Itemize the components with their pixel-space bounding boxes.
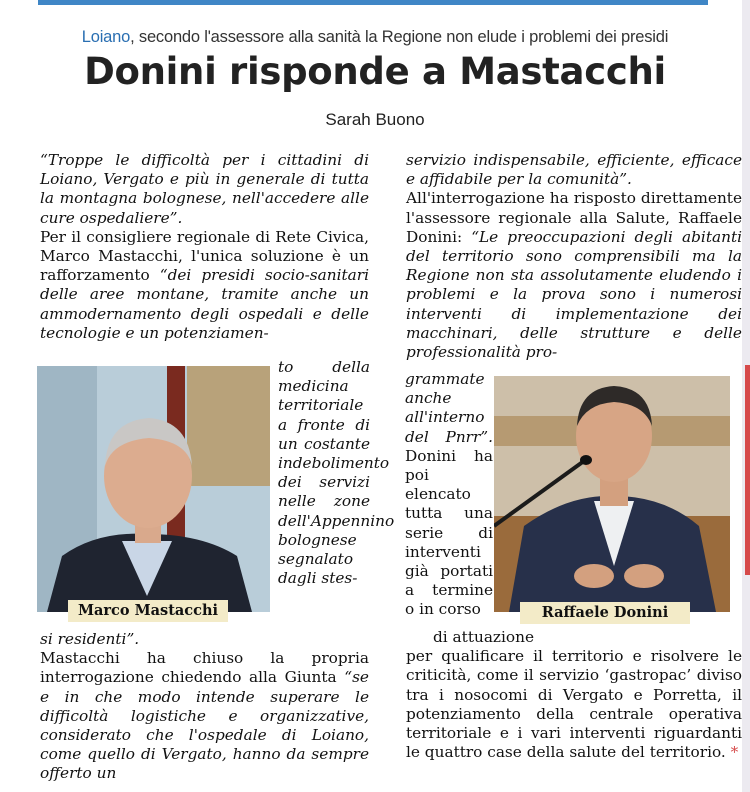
left-narrow-text: to della medicina territoriale a fronte di un costante indebolimento dei servizi nelle zone dell'Appennino bolognese segnalato dagli stes-: [278, 358, 395, 588]
right-paragraph-2: All'interrogazione ha risposto direttamente l'assessore regionale alla Salute, Raffaele Donini: “Le preoccupazioni degli abitanti del territorio sono comprensibili ma la Regione non sta assolutamente eludendo i problemi e la prova sono i numerosi interventi di implementazione dei macchinari, delle strutture e delle professionalità pro-: [406, 189, 742, 362]
photo-raffaele-donini: [494, 376, 730, 612]
article-kicker: [0, 28, 750, 47]
article-author: Sarah Buono: [325, 110, 425, 129]
left-column: [40, 151, 369, 343]
page-edge-red-strip: [745, 365, 750, 575]
kicker-place: Loiano: [81, 28, 131, 46]
right-below-photo-1: di attuazione: [433, 628, 534, 646]
right-narrow-text: grammate anche all'interno del Pnrr”. Donini ha poi elencato tutta una serie di interventi già portati a termine o in corso: [405, 370, 493, 619]
left-paragraph-3: Mastacchi ha chiuso la propria interrogazione chiedendo alla Giunta “se e in che modo intende superare le difficoltà logistiche e organizzative, considerato che l'ospedale di Loiano, come quello di Vergato, hanno da sempre offerto un: [40, 649, 369, 783]
left-after-photo: si residenti”.: [40, 630, 140, 648]
top-accent-bar: [38, 0, 708, 5]
portrait-illustration-right: [494, 376, 730, 612]
left-paragraph-2: Per il consigliere regionale di Rete Civica, Marco Mastacchi, l'unica soluzione è un rafforzamento “dei presidi socio-sanitari delle aree montane, tramite anche un ammodernamento degli ospedali e delle tecnologie e un potenziamen-: [40, 227, 369, 342]
right-below-photo-2: per qualificare il territorio e risolvere le criticità, come il servizio ‘gastropac’ diviso tra i nosocomi di Vergato e Porretta, il potenziamento della centrale operativa territoriale e i vari interventi riguardanti le quattro case della salute del territorio. *: [406, 647, 742, 762]
right-continued-quote: servizio indispensabile, efficiente, efficace e affidabile per la comunità”.: [406, 151, 742, 189]
photo-marco-mastacchi: [37, 366, 270, 612]
kicker-text: , secondo l'assessore alla sanità la Regione non elude i problemi dei presidi: [130, 28, 669, 46]
article-headline: Donini risponde a Mastacchi: [84, 50, 666, 93]
left-quote-paragraph: “Troppe le difficoltà per i cittadini di Loiano, Vergato e più in generale di tutta la montagna bolognese, nell'accedere alle cure ospedaliere”.: [40, 151, 369, 227]
caption-right: Raffaele Donini: [520, 602, 690, 624]
portrait-illustration-left: [37, 366, 270, 612]
right-column: [406, 151, 742, 362]
end-mark: *: [730, 743, 739, 762]
caption-left: Marco Mastacchi: [68, 600, 228, 622]
right-column-continued: [406, 628, 742, 762]
left-column-continued: [40, 630, 369, 784]
